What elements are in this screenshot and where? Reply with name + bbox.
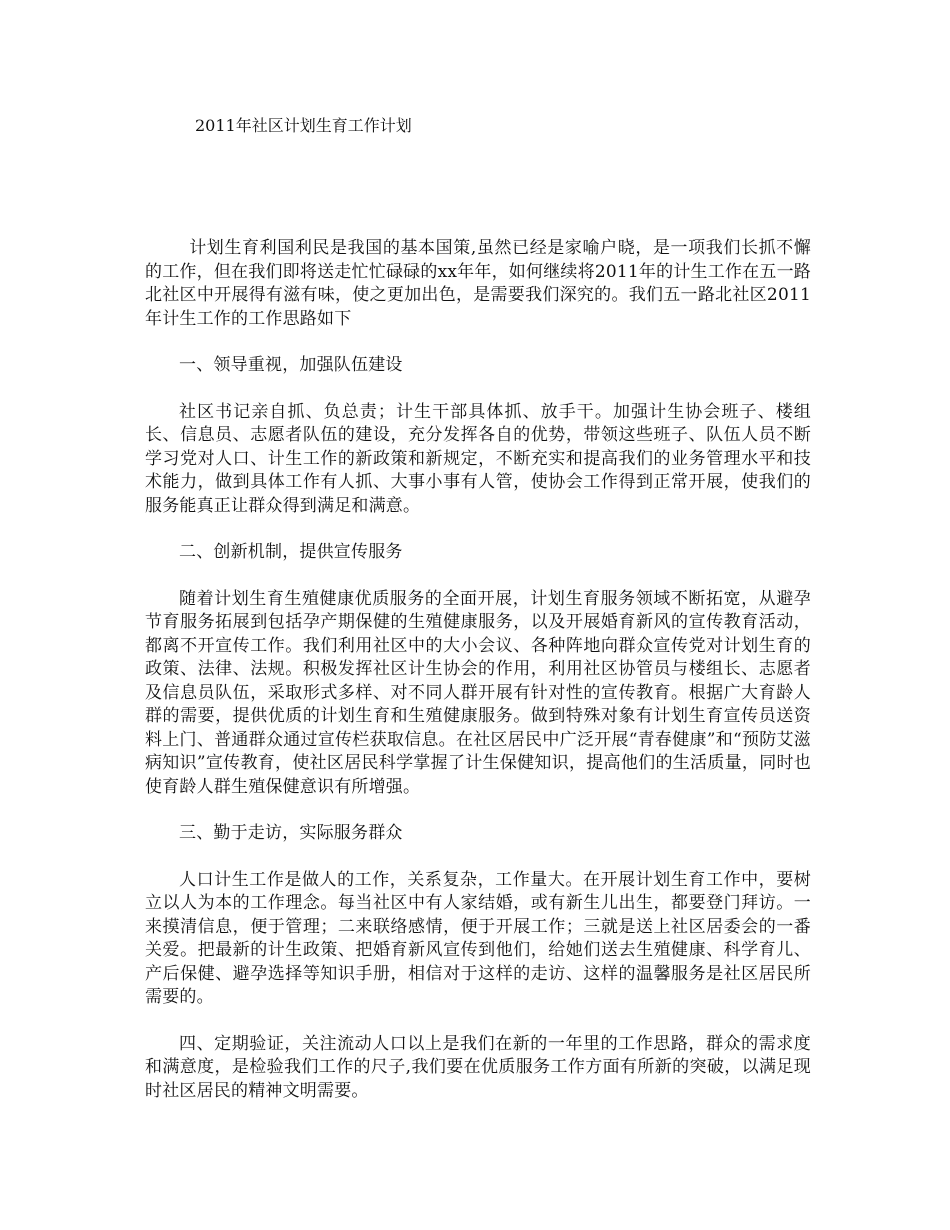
section-1-paragraph: 社区书记亲自抓、负总责；计生干部具体抓、放手干。加强计生协会班子、楼组长、信息员、志愿者队伍的建设，充分发挥各自的优势，带领这些班子、队伍人员不断学习党对人口、计生工作的新政策和新规定，不断充实和提高我们的业务管理水平和技术能力，做到具体工作有人抓、大事小事有人管，使协会工作得到正常开展，使我们的服务能真正让群众得到满足和满意。: [145, 401, 811, 516]
section-3-paragraph: 人口计生工作是做人的工作，关系复杂，工作量大。在开展计划生育工作中，要树立以人为本的工作理念。每当社区中有人家结婚，或有新生儿出生，都要登门拜访。一来摸清信息，便于管理；二来联络感情，便于开展工作；三就是送上社区居委会的一番关爱。把最新的计生政策、把婚育新风宣传到他们，给她们送去生殖健康、科学育儿、产后保健、避孕选择等知识手册，相信对于这样的走访、这样的温馨服务是社区居民所需要的。: [145, 869, 811, 1007]
document-title: 2011年社区计划生育工作计划: [195, 116, 412, 135]
closing-paragraph: 四、定期验证，关注流动人口以上是我们在新的一年里的工作思路，群众的需求度和满意度，是检验我们工作的尺子,我们要在优质服务工作方面有所新的突破，以满足现时社区居民的精神文明需要。: [145, 1033, 811, 1101]
document-body: [145, 237, 811, 1126]
section-2-heading: 二、创新机制，提供宣传服务: [179, 542, 403, 562]
section-2-paragraph: 随着计划生育生殖健康优质服务的全面开展，计划生育服务领域不断拓宽，从避孕节育服务拓展到包括孕产期保健的生殖健康服务，以及开展婚育新风的宣传教育活动，都离不开宣传工作。我们利用社区中的大小会议、各种阵地向群众宣传党对计划生育的政策、法律、法规。积极发挥社区计生协会的作用，利用社区协管员与楼组长、志愿者及信息员队伍，采取形式多样、对不同人群开展有针对性的宣传教育。根据广大育龄人群的需要，提供优质的计划生育和生殖健康服务。做到特殊对象有计划生育宣传员送资料上门、普通群众通过宣传栏获取信息。在社区居民中广泛开展“青春健康”和“预防艾滋病知识”宣传教育，使社区居民科学掌握了计生保健知识，提高他们的生活质量，同时也使育龄人群生殖保健意识有所增强。: [145, 588, 811, 797]
intro-paragraph: 计划生育利国利民是我国的基本国策,虽然已经是家喻户晓，是一项我们长抓不懈的工作，但在我们即将送走忙忙碌碌的xx年年，如何继续将2011年的计生工作在五一路北社区中开展得有滋有味，使之更加出色，是需要我们深究的。我们五一路北社区2011年计生工作的工作思路如下: [145, 238, 811, 329]
section-3-heading: 三、勤于走访，实际服务群众: [179, 823, 403, 843]
section-1-heading: 一、领导重视，加强队伍建设: [179, 355, 403, 375]
